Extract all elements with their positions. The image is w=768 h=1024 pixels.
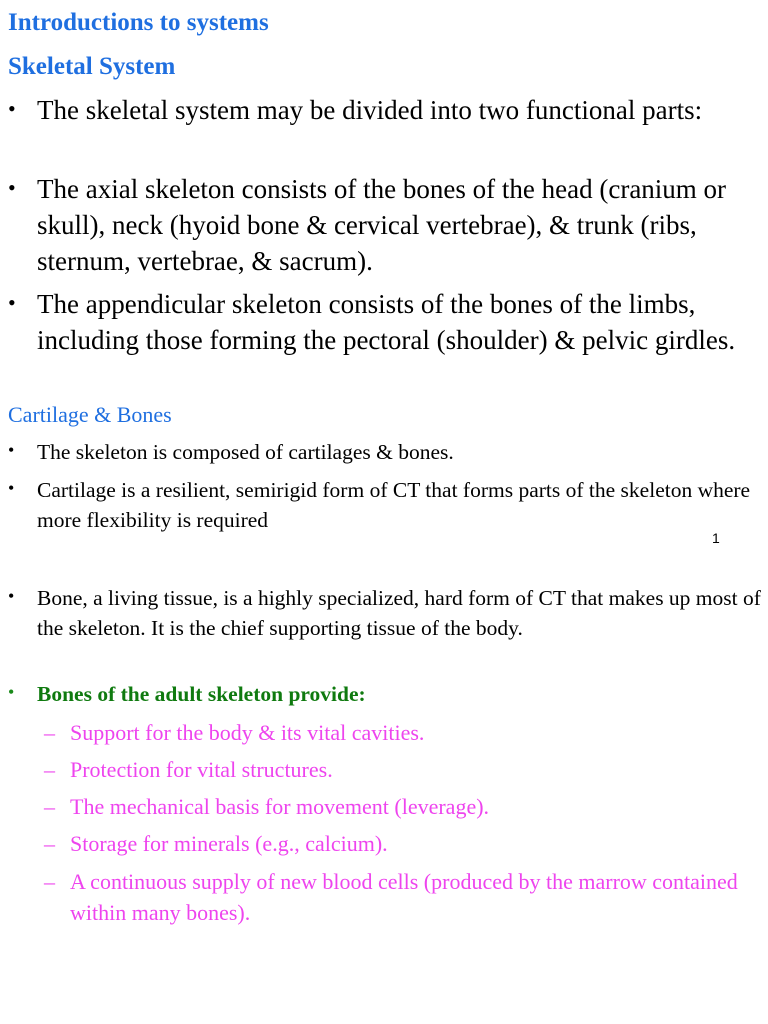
- function-text: Protection for vital structures.: [70, 757, 333, 782]
- bullet-icon: •: [8, 290, 16, 315]
- function-text: Support for the body & its vital cavities.: [70, 720, 425, 745]
- page-number: 1: [712, 530, 720, 546]
- bullet-icon: •: [8, 440, 15, 460]
- bullet-text: Cartilage is a resilient, semirigid form of CT that forms parts of the skeleton where more flexibility is required: [37, 478, 751, 532]
- bullet-text: The appendicular skeleton consists of the bones of the limbs, including those forming the pectoral (shoulder) & pelvic girdles.: [37, 289, 736, 355]
- function-text: The mechanical basis for movement (leverage).: [70, 794, 490, 819]
- bullet-text: The skeletal system may be divided into two functional parts:: [37, 95, 703, 125]
- bullet-icon: •: [8, 478, 15, 498]
- section-title: Skeletal System: [8, 53, 176, 80]
- bullet-icon: •: [8, 682, 15, 702]
- bullet-text: Bone, a living tissue, is a highly specialized, hard form of CT that makes up most of the skeleton. It is the chief supporting tissue of the body.: [37, 586, 761, 640]
- dash-icon: –: [44, 794, 55, 819]
- bullet-text: Bones of the adult skeleton provide:: [37, 682, 366, 706]
- bullet-icon: •: [8, 96, 16, 121]
- function-text: A continuous supply of new blood cells (produced by the marrow contained within many bones).: [70, 869, 738, 925]
- slide-2: [0, 560, 768, 1024]
- subsection-title: Cartilage & Bones: [8, 402, 172, 427]
- bullet-text: The skeleton is composed of cartilages & bones.: [37, 440, 454, 464]
- dash-icon: –: [44, 831, 55, 856]
- bullet-icon: •: [8, 586, 15, 606]
- dash-icon: –: [44, 757, 55, 782]
- slide-title: Introductions to systems: [8, 9, 269, 36]
- dash-icon: –: [44, 720, 55, 745]
- function-text: Storage for minerals (e.g., calcium).: [70, 831, 388, 856]
- bullet-text: The axial skeleton consists of the bones of the head (cranium or skull), neck (hyoid bone & cervical vertebrae), & trunk (ribs, sternum, vertebrae, & sacrum).: [37, 174, 727, 276]
- dash-icon: –: [44, 869, 55, 894]
- bullet-icon: •: [8, 175, 16, 200]
